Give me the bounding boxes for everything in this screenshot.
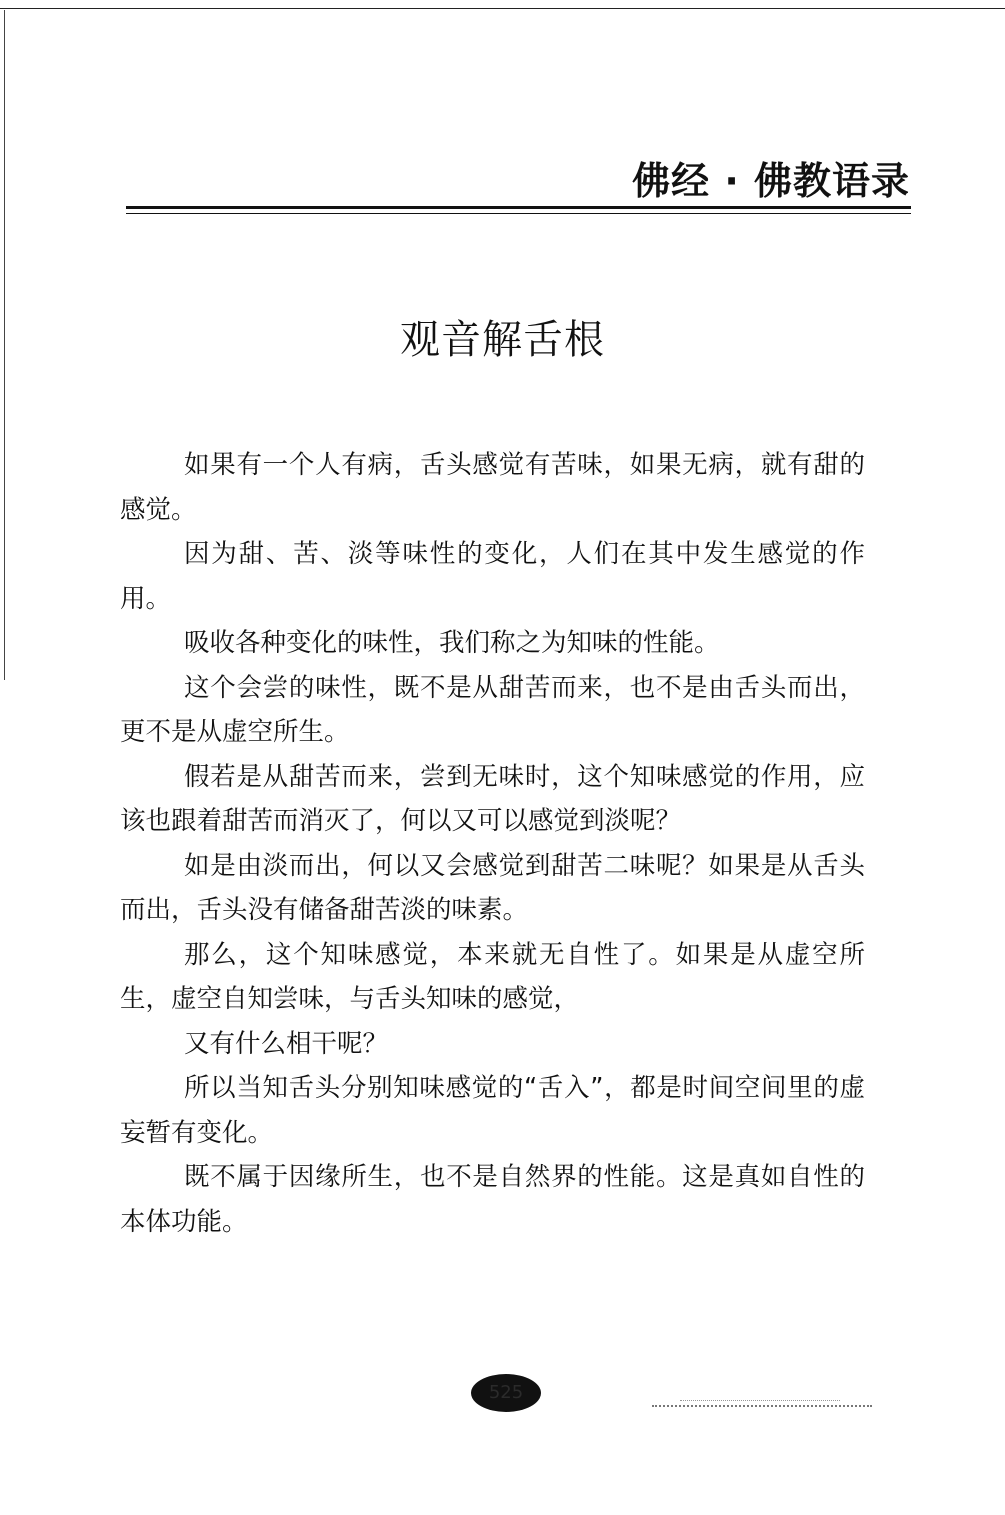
paragraph: 所以当知舌头分别知味感觉的“舌入”，都是时间空间里的虚妄暂有变化。 [120, 1073, 865, 1148]
paragraph: 既不属于因缘所生，也不是自然界的性能。这是真如自性的本体功能。 [120, 1162, 865, 1237]
top-border-line [0, 8, 1005, 9]
paragraph: 吸收各种变化的味性，我们称之为知味的性能。 [184, 628, 720, 658]
header-rule-thick [126, 206, 911, 209]
paragraph: 如果有一个人有病，舌头感觉有苦味，如果无病，就有甜的感觉。 [120, 450, 865, 525]
footer-decoration [680, 1400, 840, 1401]
article-title: 观音解舌根 [400, 317, 605, 363]
paragraph: 因为甜、苦、淡等味性的变化，人们在其中发生感觉的作用。 [120, 539, 865, 614]
article-body [120, 443, 865, 1244]
paragraph: 这个会尝的味性，既不是从甜苦而来，也不是由舌头而出，更不是从虚空所生。 [120, 672, 865, 747]
paragraph: 如是由淡而出，何以又会感觉到甜苦二味呢？如果是从舌头而出，舌头没有储备甜苦淡的味素。 [120, 850, 865, 925]
header-rule-thin [126, 213, 911, 214]
page-number-badge: 525 [471, 1374, 541, 1412]
running-header-title: 佛经 · 佛教语录 [632, 159, 910, 203]
paragraph: 假若是从甜苦而来，尝到无味时，这个知味感觉的作用，应该也跟着甜苦而消灭了，何以又可以感觉到淡呢？ [120, 761, 865, 836]
paragraph: 那么，这个知味感觉，本来就无自性了。如果是从虚空所生，虚空自知尝味，与舌头知味的感觉， [120, 939, 865, 1014]
footer-decoration [652, 1405, 872, 1407]
paragraph: 又有什么相干呢？ [184, 1028, 389, 1059]
